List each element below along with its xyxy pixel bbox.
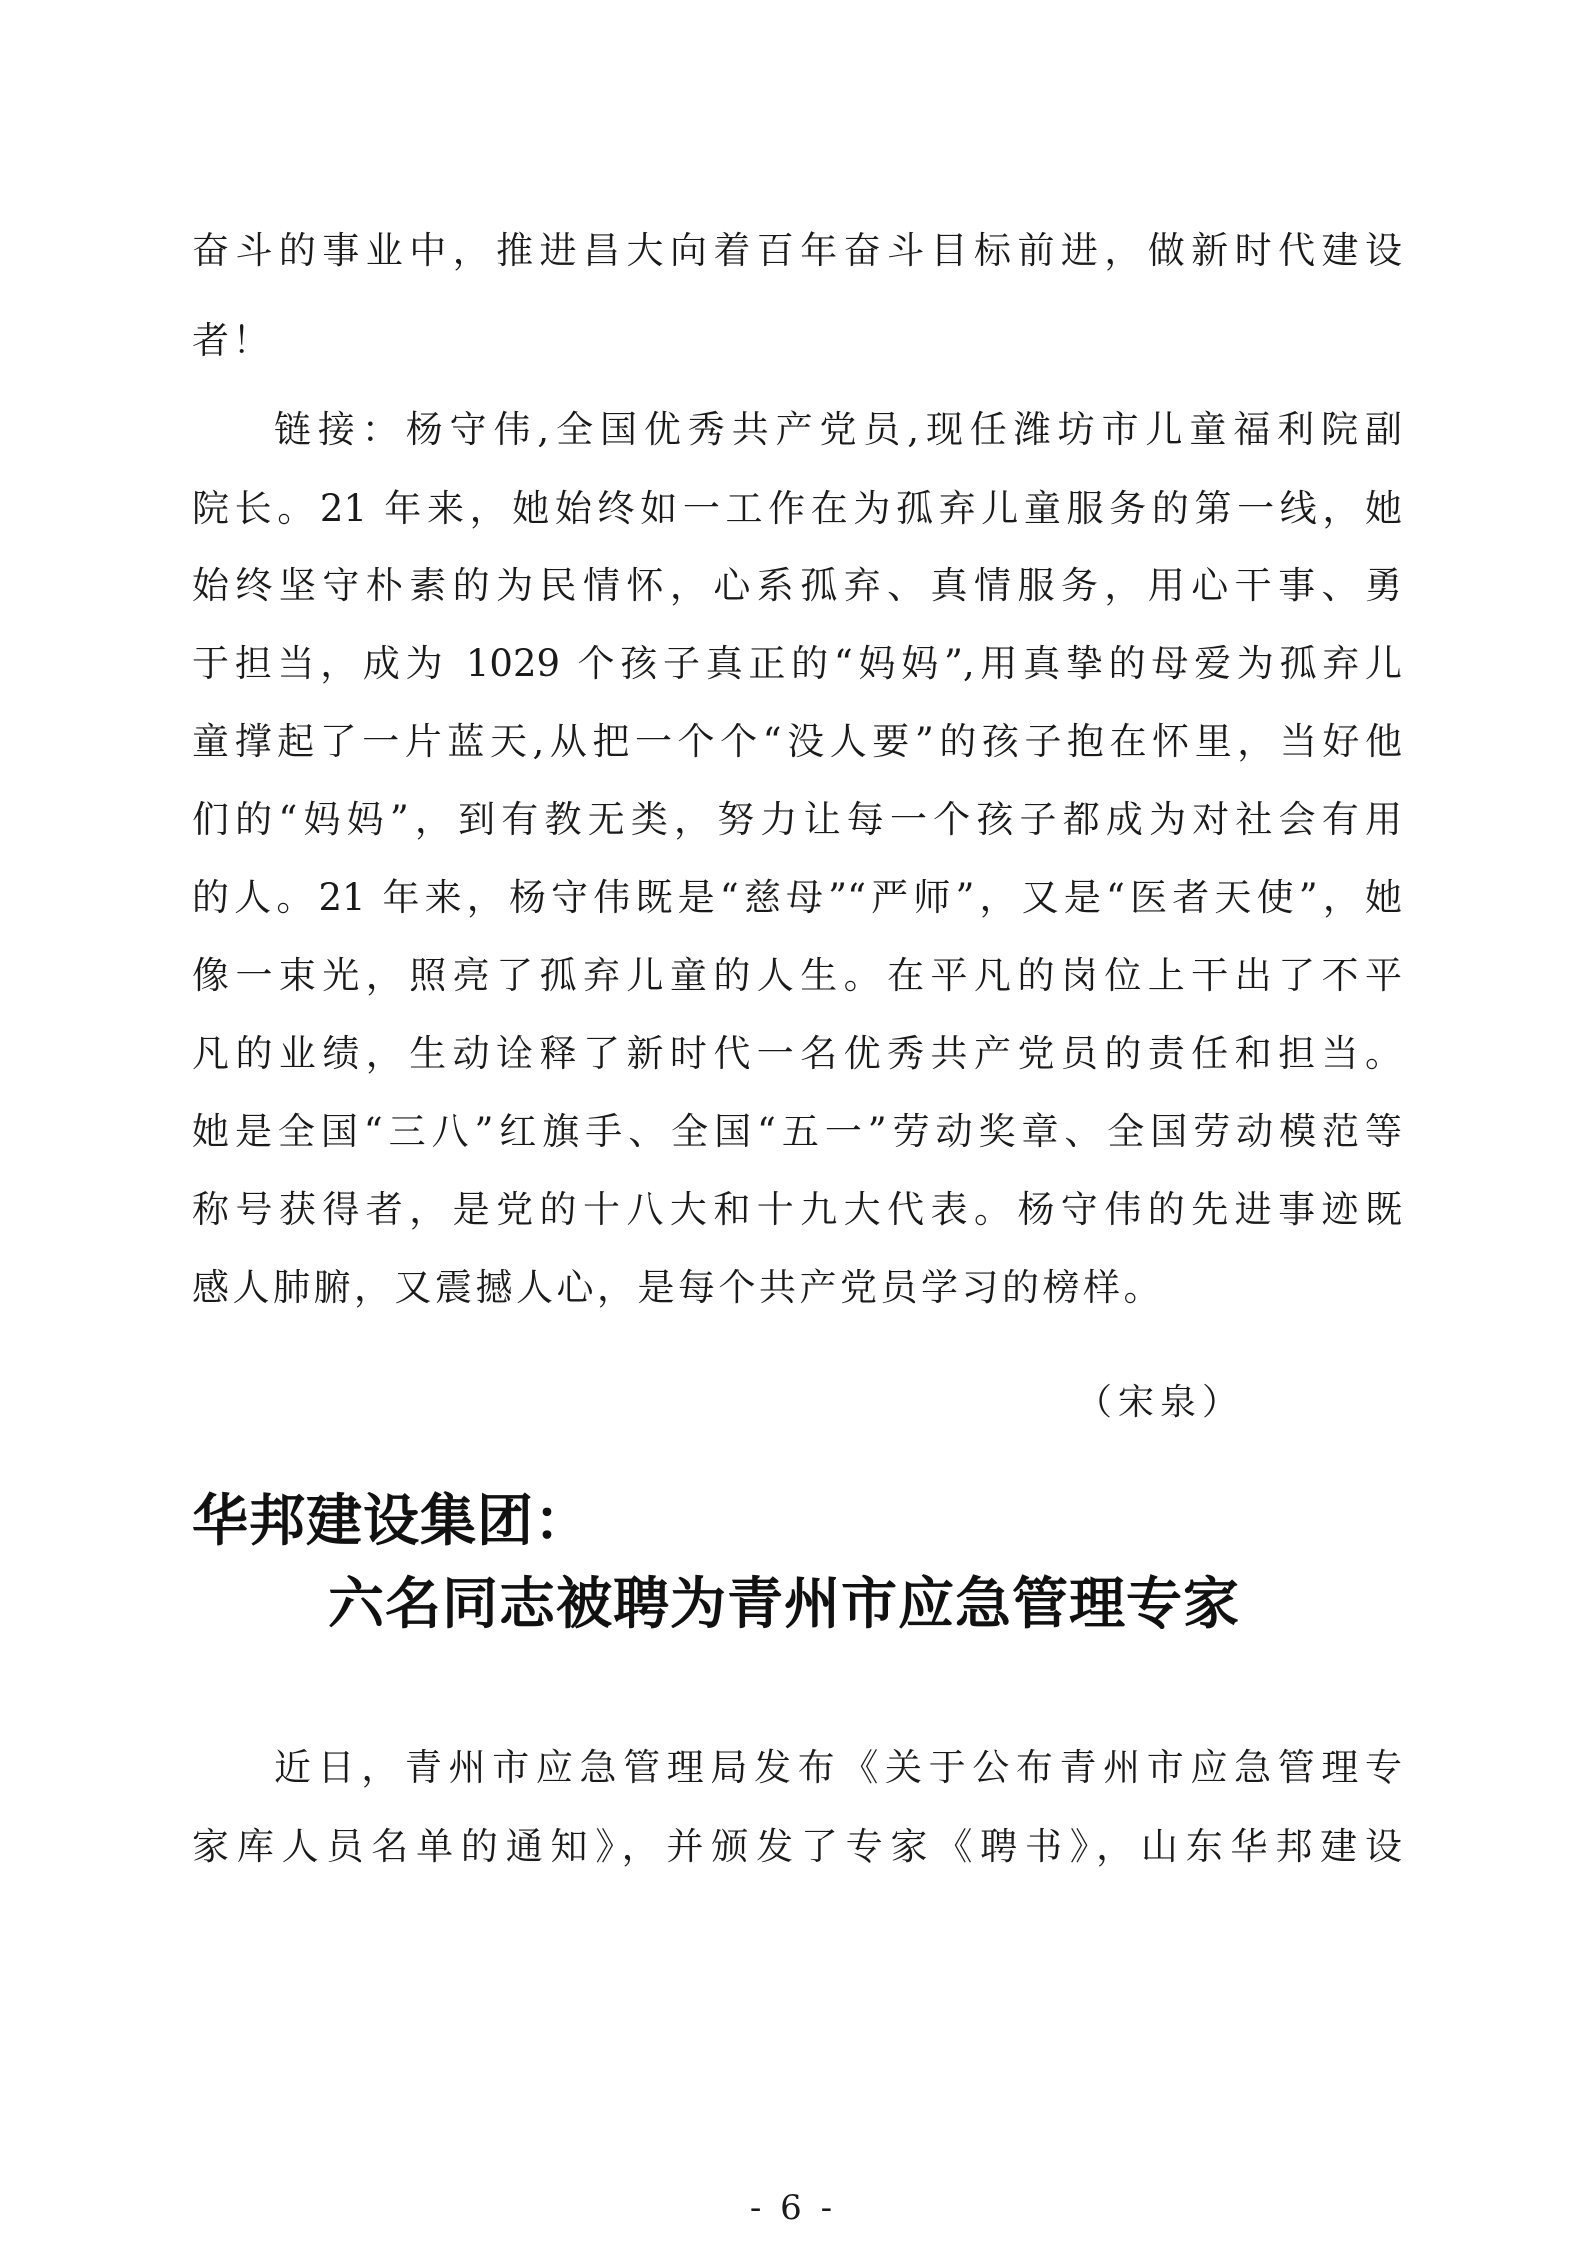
article1-line-9: 的人。21 年来，杨守伟既是“慈母”“严师”，又是“医者天使”，她	[192, 876, 1402, 919]
article1-line-2: 者！	[192, 319, 273, 362]
article1-line-3: 链接：杨守伟,全国优秀共产党员,现任潍坊市儿童福利院副	[274, 408, 1402, 451]
article1-line-1: 奋斗的事业中，推进昌大向着百年奋斗目标前进，做新时代建设	[192, 229, 1402, 272]
article1-line-6: 于担当，成为 1029 个孩子真正的“妈妈”,用真挚的母爱为孤弃儿	[192, 642, 1402, 685]
article2-line-2: 家库人员名单的通知》，并颁发了专家《聘书》，山东华邦建设	[192, 1825, 1402, 1868]
article1-line-11: 凡的业绩，生动诠释了新时代一名优秀共产党员的责任和担当。	[192, 1032, 1402, 1075]
article1-line-5: 始终坚守朴素的为民情怀，心系孤弃、真情服务，用心干事、勇	[192, 564, 1402, 607]
article1-line-7: 童撑起了一片蓝天,从把一个个“没人要”的孩子抱在怀里，当好他	[192, 720, 1402, 763]
article2-title-line-2: 六名同志被聘为青州市应急管理专家	[328, 1571, 1240, 1637]
article1-line-12: 她是全国“三八”红旗手、全国“五一”劳动奖章、全国劳动模范等	[192, 1110, 1402, 1153]
page-number: - 6 -	[749, 2188, 837, 2228]
article2-title-line-1: 华邦建设集团：	[192, 1488, 591, 1554]
article1-line-10: 像一束光，照亮了孤弃儿童的人生。在平凡的岗位上干出了不平	[192, 954, 1402, 997]
article1-line-8: 们的“妈妈”，到有教无类，努力让每一个孩子都成为对社会有用	[192, 798, 1402, 841]
author-signature: （宋泉）	[1075, 1382, 1244, 1423]
article1-line-14: 感人肺腑，又震撼人心，是每个共产党员学习的榜样。	[192, 1266, 1164, 1309]
article1-line-4: 院长。21 年来，她始终如一工作在为孤弃儿童服务的第一线，她	[192, 487, 1402, 530]
article1-line-13: 称号获得者，是党的十八大和十九大代表。杨守伟的先进事迹既	[192, 1188, 1402, 1231]
article2-line-1: 近日，青州市应急管理局发布《关于公布青州市应急管理专	[274, 1746, 1402, 1789]
